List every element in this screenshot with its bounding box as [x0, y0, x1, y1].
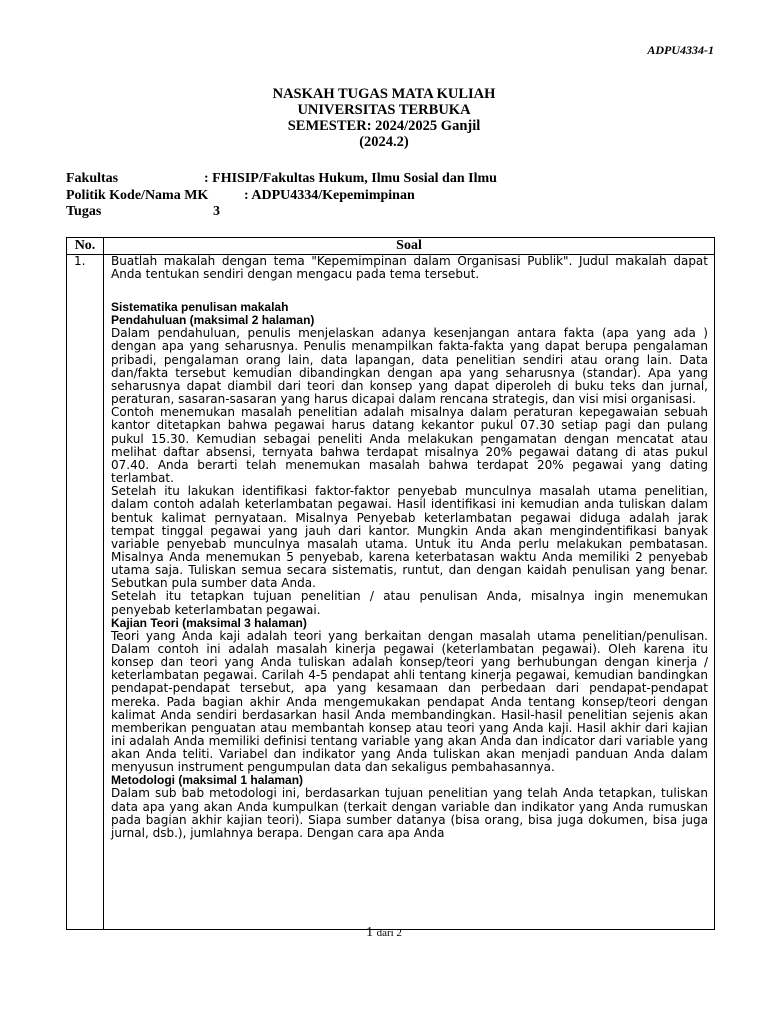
tugas-value: 3	[213, 204, 220, 219]
document-code: ADPU4334-1	[647, 43, 714, 57]
tugas-label: Tugas	[66, 204, 102, 219]
question-table	[66, 237, 715, 930]
pendahuluan-paragraph: Setelah itu lakukan identifikasi faktor-faktor penyebab munculnya masalah utama penelitian, dalam contoh adalah keterlambatan pegawai. Hasil identifikasi ini kemudian anda tuliskan dalam bentuk kalimat pernyataan. Misalnya Penyebab keterlambatan pegawai diduga adalah jarak tempat tinggal pegawai yang jauh dari kantor. Mungkin Anda akan mengindentifikasi banyak variable penyebab munculnya masalah utama. Untuk itu Anda perlu melakukan pembatasan. Misalnya Anda menemukan 5 penyebab, karena keterbatasan waktu Anda memiliki 2 penyebab utama saja. Tuliskan semua secara sistematis, runtut, dan dengan kaidah penulisan yang benar. Sebutkan pula sumber data Anda.	[111, 484, 708, 591]
kajian-teori-paragraph: Teori yang Anda kaji adalah teori yang berkaitan dengan masalah utama penelitian/penulisan. Dalam contoh ini adalah masalah kinerja pegawai (keterlambatan pegawai). Oleh karena itu konsep dan teori yang Anda tuliskan adalah konsep/teori yang berhubungan dengan kinerja / keterlambatan pegawai. Carilah 4-5 pendapat ahli tentang kinerja pegawai, kemudian bandingkan pendapat-pendapat tersebut, apa yang kesamaan dan perbedaan dari pendapat-pendapat mereka. Pada bagian akhir Anda mengemukakan pendapat Anda tentang konsep/teori dengan kalimat Anda sendiri berdasarkan hasil Anda membandingkan. Hasil-hasil penelitian sejenis akan memberikan penguatan atau membantah konsep atau teori yang Anda kaji. Hasil akhir dari kajian ini adalah Anda memiliki definisi tentang variable yang akan Anda dan indicator dari variable yang akan Anda teliti. Variabel dan indikator yang Anda tuliskan akan menjadi panduan Anda dalam menyusun instrument pengumpulan data dan sekaligus pembahasannya.	[111, 628, 708, 775]
fakultas-label: Fakultas	[66, 171, 119, 186]
mk-value: : ADPU4334/Kepemimpinan	[244, 187, 415, 203]
title-line-3: SEMESTER: 2024/2025 Ganjil	[287, 118, 481, 134]
title-line-2: UNIVERSITAS TERBUKA	[297, 102, 471, 118]
row-number: 1.	[67, 255, 104, 930]
document-title	[0, 86, 768, 150]
question-content	[104, 255, 715, 930]
pendahuluan-paragraph: Setelah itu tetapkan tujuan penelitian / atau penulisan Anda, misalnya ingin menemukan penyebab keterlambatan pegawai.	[111, 589, 708, 617]
title-line-4: (2024.2)	[359, 134, 409, 150]
mk-label: Politik Kode/Nama MK	[66, 187, 209, 203]
page-total: dari 2	[376, 927, 402, 939]
metodologi-heading: Metodologi (maksimal 1 halaman)	[111, 773, 304, 788]
kajian-teori-heading: Kajian Teori (maksimal 3 halaman)	[111, 615, 307, 630]
fakultas-value: : FHISIP/Fakultas Hukum, Ilmu Sosial dan Ilmu	[204, 171, 497, 186]
intro-paragraph: Buatlah makalah dengan tema "Kepemimpinan dalam Organisasi Publik". Judul makalah dapat Anda tentukan sendiri dengan mengacu pada tema tersebut.	[111, 254, 708, 282]
table-row	[67, 255, 715, 930]
title-line-1: NASKAH TUGAS MATA KULIAH	[272, 86, 496, 102]
sistematika-heading: Sistematika penulisan makalah	[111, 300, 289, 315]
pendahuluan-paragraph: Dalam pendahuluan, penulis menjelaskan adanya kesenjangan antara fakta (apa yang ada ) dengan apa yang seharusnya. Penulis menampilkan fakta-fakta yang dapat berupa pengalaman pribadi, pengalaman orang lain, data lapangan, data penelitian sendiri atau orang lain. Data dan/fakta tersebut kemudian dibandingkan dengan apa yang seharusnya (standar). Apa yang seharusnya dapat diambil dari teori dan konsep yang dapat diperoleh di buku teks dan jurnal, peraturan, sasaran-sasaran yang harus dicapai dalam rencana strategis, dan visi misi organisasi.	[111, 326, 708, 407]
metodologi-paragraph: Dalam sub bab metodologi ini, berdasarkan tujuan penelitian yang telah Anda tetapkan, tuliskan data apa yang akan Anda kumpulkan (terkait dengan variable dan indikator yang Anda rumuskan pada bagian akhir kajian teori). Siapa sumber datanya (bisa orang, bisa juga dokumen, bisa juga jurnal, dsb.), jumlahnya berapa. Dengan cara apa Anda	[111, 786, 708, 840]
column-header-soal: Soal	[104, 238, 715, 255]
course-info	[66, 171, 497, 221]
page-footer	[0, 925, 768, 941]
pendahuluan-paragraph: Contoh menemukan masalah penelitian adalah misalnya dalam peraturan kepegawaian sebuah kantor ditetapkan bahwa pegawai harus datang kekantor pukul 07.30 setiap pagi dan pulang pukul 15.30. Kemudian sebagai peneliti Anda melakukan pengamatan dengan mencatat atau melihat daftar absensi, ternyata bahwa terdapat misalnya 20% pegawai datang di atas pukul 07.40. Anda berarti telah menemukan masalah bahwa terdapat 20% pegawai yang dating terlambat.	[111, 405, 708, 486]
pendahuluan-heading: Pendahuluan (maksimal 2 halaman)	[111, 313, 315, 328]
column-header-no: No.	[67, 238, 104, 255]
table-header-row	[67, 238, 715, 255]
page-number: 1	[366, 925, 374, 940]
